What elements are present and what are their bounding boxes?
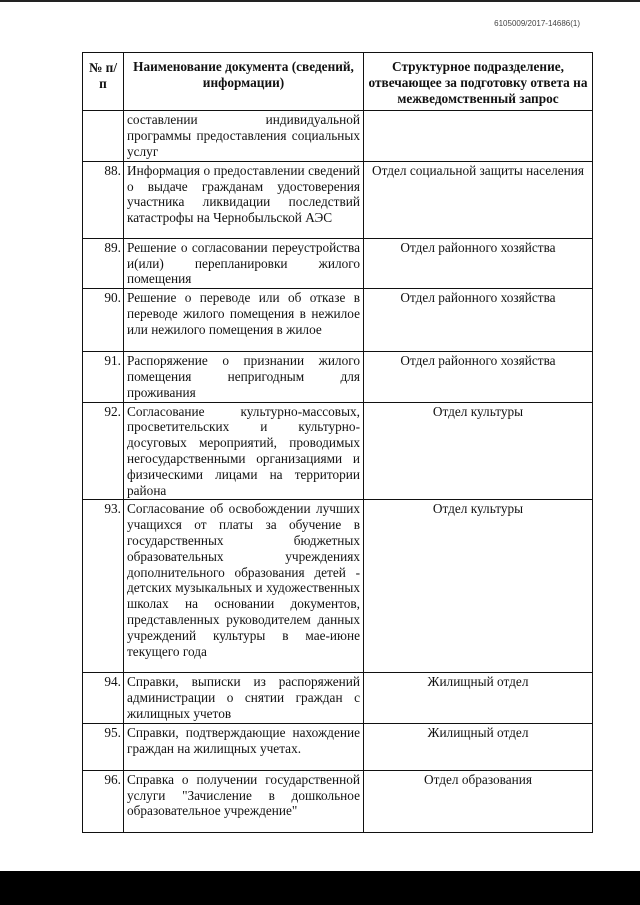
row-number: 96. bbox=[83, 770, 124, 832]
responsible-unit bbox=[364, 111, 593, 161]
row-number: 95. bbox=[83, 723, 124, 770]
responsible-unit: Отдел культуры bbox=[364, 500, 593, 673]
row-number: 92. bbox=[83, 402, 124, 500]
column-header-number: № п/п bbox=[83, 53, 124, 111]
table-row bbox=[83, 289, 593, 352]
responsible-unit: Отдел районного хозяйства bbox=[364, 289, 593, 352]
responsible-unit: Жилищный отдел bbox=[364, 723, 593, 770]
row-number: 90. bbox=[83, 289, 124, 352]
responsible-unit: Отдел социальной защиты населения bbox=[364, 161, 593, 238]
table-row bbox=[83, 352, 593, 402]
responsible-unit: Отдел районного хозяйства bbox=[364, 352, 593, 402]
row-number: 89. bbox=[83, 238, 124, 288]
document-name: составлении индивидуальной программы предоставления социальных услуг bbox=[124, 111, 364, 161]
table-row bbox=[83, 161, 593, 238]
table-row bbox=[83, 723, 593, 770]
document-name: Решение о согласовании переустройства и(или) перепланировки жилого помещения bbox=[124, 238, 364, 288]
document-name: Согласование об освобождении лучших учащихся от платы за обучение в государственных бюджетных образовательных учреждениях дополнительного образования детей - детских музыкальных и художественных школах на основании документов, представленных руководителем данных учреждений культуры в мае-июне текущего года bbox=[124, 500, 364, 673]
responsible-unit: Отдел образования bbox=[364, 770, 593, 832]
scan-bottom-bar bbox=[0, 871, 640, 905]
document-name: Распоряжение о признании жилого помещения непригодным для проживания bbox=[124, 352, 364, 402]
document-registration-number: 6105009/2017-14686(1) bbox=[494, 19, 580, 28]
table-row bbox=[83, 500, 593, 673]
table-row bbox=[83, 673, 593, 723]
document-name: Решение о переводе или об отказе в переводе жилого помещения в нежилое или нежилого помещения в жилое bbox=[124, 289, 364, 352]
row-number bbox=[83, 111, 124, 161]
interagency-request-table bbox=[82, 52, 593, 833]
row-number: 94. bbox=[83, 673, 124, 723]
responsible-unit: Жилищный отдел bbox=[364, 673, 593, 723]
row-number: 91. bbox=[83, 352, 124, 402]
scan-top-edge bbox=[0, 0, 640, 2]
column-header-document-name: Наименование документа (сведений, информации) bbox=[124, 53, 364, 111]
table-row bbox=[83, 402, 593, 500]
table-header-row bbox=[83, 53, 593, 111]
document-name: Информация о предоставлении сведений о выдаче гражданам удостоверения участника ликвидации последствий катастрофы на Чернобыльской АЭС bbox=[124, 161, 364, 238]
document-name: Согласование культурно-массовых, просветительских и культурно-досуговых мероприятий, проводимых негосударственными организациями и физическими лицами на территории района bbox=[124, 402, 364, 500]
table-row bbox=[83, 238, 593, 288]
document-name: Справка о получении государственной услуги "Зачисление в дошкольное образовательное учреждение" bbox=[124, 770, 364, 832]
responsible-unit: Отдел районного хозяйства bbox=[364, 238, 593, 288]
document-name: Справки, подтверждающие нахождение граждан на жилищных учетах. bbox=[124, 723, 364, 770]
column-header-responsible-unit: Структурное подразделение, отвечающее за подготовку ответа на межведомственный запрос bbox=[364, 53, 593, 111]
row-number: 93. bbox=[83, 500, 124, 673]
row-number: 88. bbox=[83, 161, 124, 238]
table-row bbox=[83, 111, 593, 161]
document-name: Справки, выписки из распоряжений администрации о снятии граждан с жилищных учетов bbox=[124, 673, 364, 723]
responsible-unit: Отдел культуры bbox=[364, 402, 593, 500]
table-row bbox=[83, 770, 593, 832]
